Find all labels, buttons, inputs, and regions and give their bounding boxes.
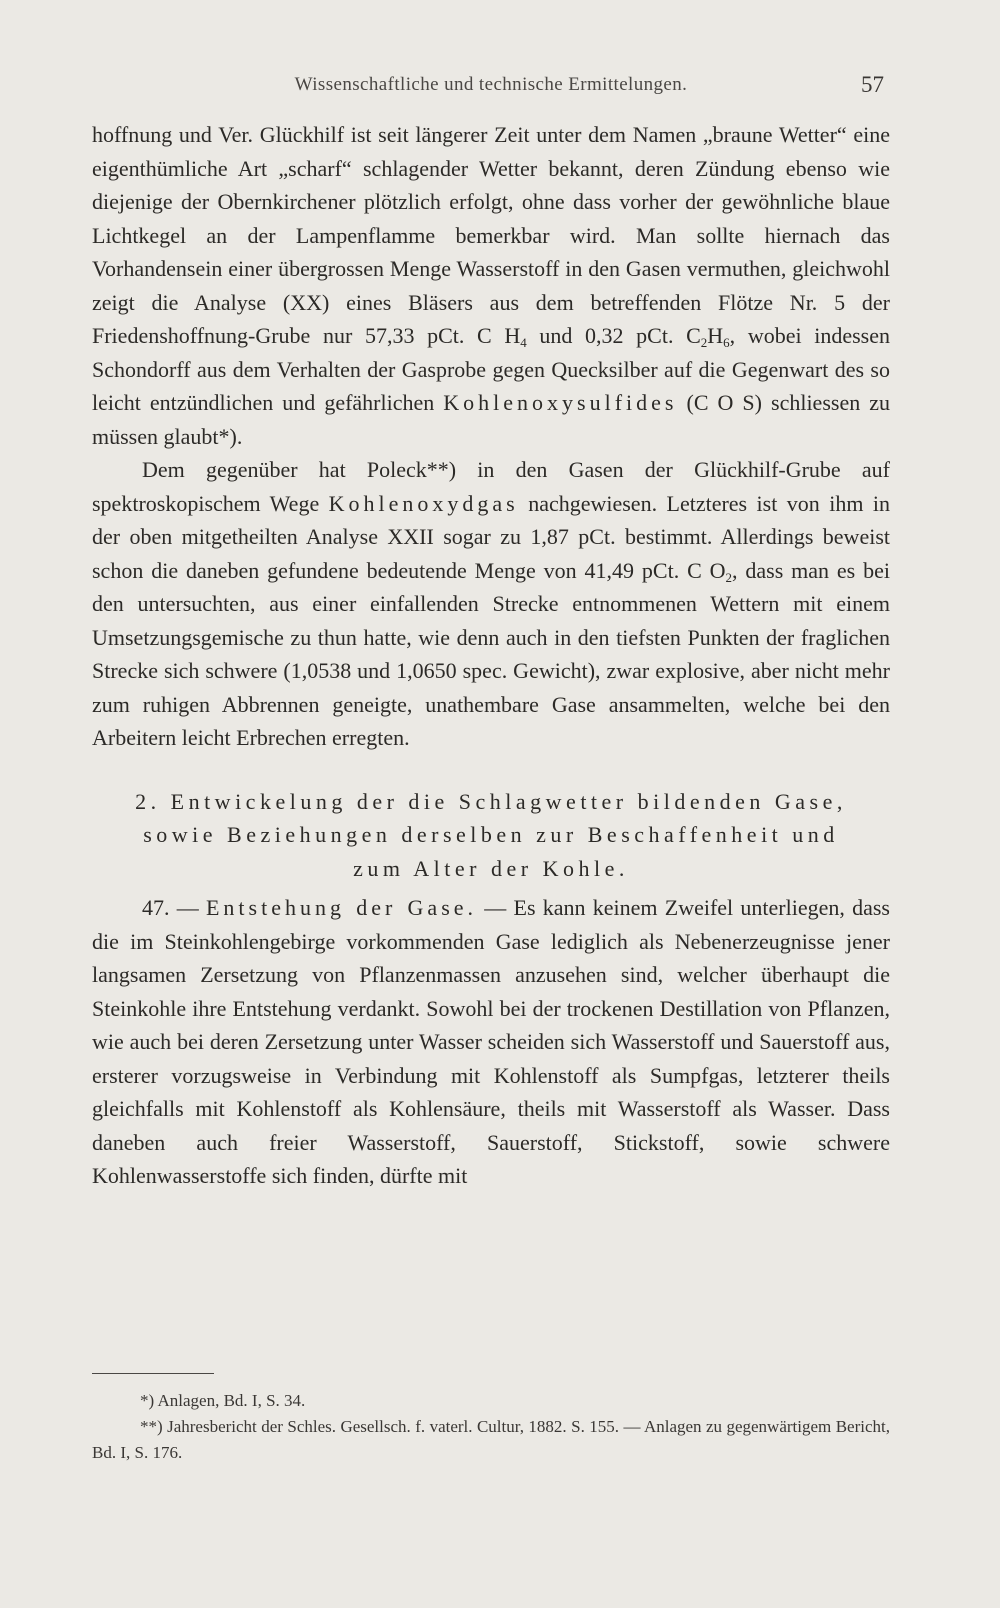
emphasized-term: Kohlenoxydgas [328,490,519,516]
paragraph-text: — Es kann keinem Zweifel unterliegen, dass die im Steinkohlengebirge vorkommenden Gase lediglich als Nebenerzeugnisse jener langsamen Zersetzung von Pflanzenmassen anzusehen sind, welcher überhaupt die Steinkohle ihre Entstehung verdankt. Sowohl bei der trockenen Destillation von Pflanzen, wie auch bei deren Zersetzung unter Wasser scheiden sich Wasserstoff und Sauerstoff aus, ersterer vorzugsweise in Verbindung mit Kohlenstoff als Sumpfgas, letzterer theils gleichfalls mit Kohlenstoff als Kohlensäure, theils mit Wasserstoff als Wasser. Dass daneben auch freier Wasserstoff, Sauerstoff, Stickstoff, sowie schwere Kohlenwasserstoffe sich finden, dürfte mit [92,895,890,1188]
section-number: 47. [142,895,170,920]
paragraph-text: , dass man es bei den untersuchten, aus einer einfallenden Strecke entnommenen Wettern mit einem Umsetzungsgemische zu thun hatte, wie denn auch in den tiefsten Punkten der fraglichen Strecke sich schwere (1,0538 und 1,0650 spec. Gewicht), zwar explosive, aber nicht mehr zum ruhigen Abbrennen geneigte, unathembare Gase ansammelten, welche bei den Arbeitern leicht Erbrechen erregten. [92,557,890,750]
paragraph-text: hoffnung und Ver. Glückhilf ist seit längerer Zeit unter dem Namen „braune Wetter“ eine eigenthümliche Art „scharf“ schlagender Wetter bekannt, deren Zündung ebenso wie diejenige der Obernkirchener plötzlich erfolgt, ohne dass vorher der gewöhnliche blaue Lichtkegel an der Lampenflamme bemerkbar wird. Man sollte hiernach das Vorhandensein einer übergrossen Menge Wasserstoff in den Gasen vermuthen, gleichwohl zeigt die Analyse (XX) eines Bläsers aus dem betreffenden Flötze Nr. 5 der Friedenshoffnung-Grube nur 57,33 pCt. C H [92,122,890,348]
footnote-2: **) Jahresbericht der Schles. Gesellsch. f. vaterl. Cultur, 1882. S. 155. — Anlagen zu gegenwärtigem Bericht, Bd. I, S. 176. [92,1417,890,1462]
paragraph-text: Dem gegenüber hat Poleck**) in den Gasen der Glückhilf-Grube auf spektroskopischem Wege [92,457,890,516]
page-number: 57 [861,72,884,97]
subscript: 6 [723,335,730,350]
paragraph-poleck [92,453,890,755]
paragraph-text: (C O S) schliessen zu müssen glaubt*). [92,390,890,449]
subscript: 4 [520,335,527,350]
paragraph-text: nachgewiesen. Letzteres ist von ihm in der oben mitgetheilten Analyse XXII sogar zu 1,87 pCt. bestimmt. Allerdings beweist schon die daneben gefundene bedeutende Menge von 41,49 pCt. C O [92,490,890,583]
paragraph-text: , wobei indessen Schondorff aus dem Verhalten der Gasprobe gegen Quecksilber auf die Gegenwart des so leicht entzündlichen und gefährlichen [92,323,890,415]
footnote-1: *) Anlagen, Bd. I, S. 34. [140,1391,306,1410]
section-title: Entstehung der Gase. [205,895,478,920]
section-heading-line: zum Alter der Kohle. [353,855,629,881]
paragraph-braune-wetter [92,118,890,453]
section-heading-line: sowie Beziehungen derselben zur Beschaffenheit und [143,822,839,847]
dash: — [169,895,206,920]
paragraph-entstehung [92,891,890,1193]
paragraph-text: und 0,32 pCt. C [526,323,701,348]
running-title: Wissenschaftliche und technische Ermittelungen. [294,74,688,95]
paragraph-text: H [707,323,724,348]
running-head [92,74,890,104]
footnote-divider [92,1373,214,1374]
footnotes [92,1388,890,1466]
emphasized-term: Kohlenoxysulfides [443,390,678,415]
subscript: 2 [725,569,733,585]
section-heading [92,785,890,886]
section-heading-line: 2. Entwickelung der die Schlagwetter bildenden Gase, [135,788,847,814]
subscript: 2 [700,335,708,350]
body-text [92,118,890,1193]
